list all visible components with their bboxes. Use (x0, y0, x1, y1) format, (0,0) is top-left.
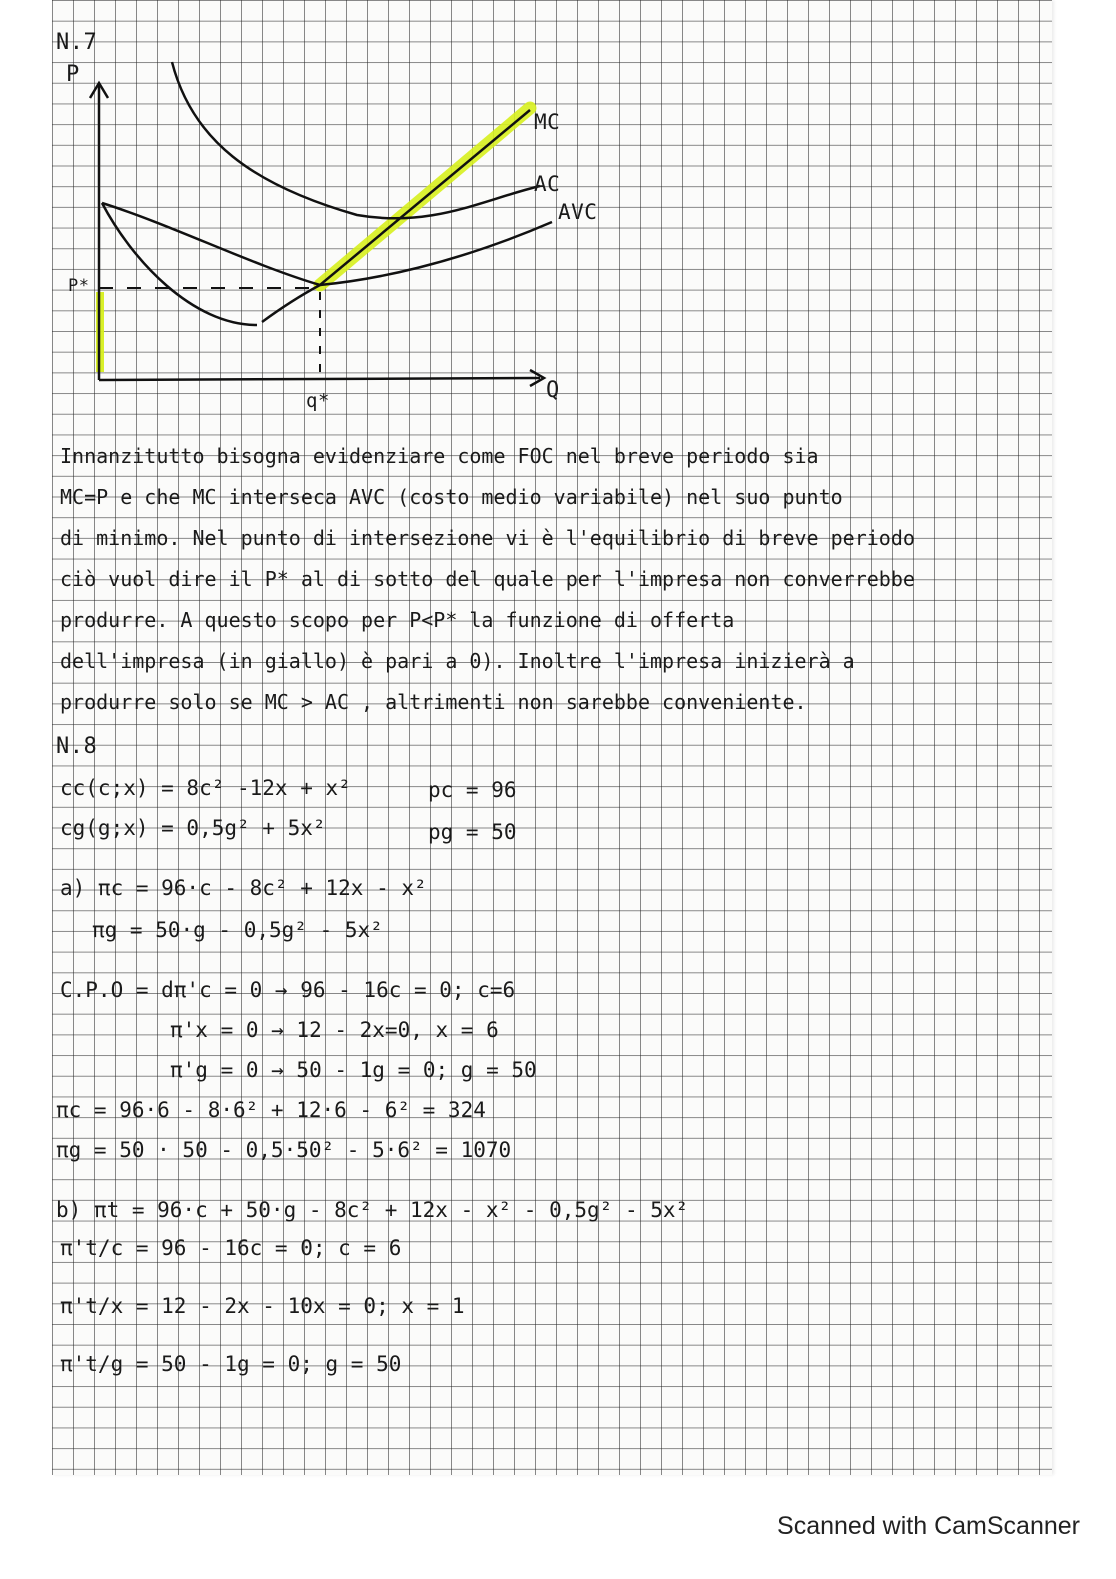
profit-c-value: πc = 96·6 - 8·6² + 12·6 - 6² = 324 (56, 1098, 486, 1122)
profit-g-value: πg = 50 · 50 - 0,5·50² - 5·6² = 1070 (56, 1138, 512, 1162)
cost-function-c: cc(c;x) = 8c² -12x + x² (60, 776, 351, 800)
explanation-line: di minimo. Nel punto di intersezione vi è l'equilibrio di breve periodo (60, 526, 915, 550)
price-marker: P* (68, 276, 90, 296)
price-g: pg = 50 (428, 820, 517, 844)
explanation-line: produrre solo se MC > AC , altrimenti non sarebbe conveniente. (60, 690, 807, 714)
scanner-watermark: Scanned with CamScanner (777, 1512, 1080, 1540)
avc-label: AVC (558, 200, 598, 224)
avc-curve-left (102, 203, 257, 325)
foc-total-c: π't/c = 96 - 16c = 0; c = 6 (60, 1236, 402, 1260)
price-c: pc = 96 (428, 778, 517, 802)
profit-c: a) πc = 96·c - 8c² + 12x - x² (60, 876, 427, 900)
quantity-marker: q* (306, 390, 330, 412)
foc-total-x: π't/x = 12 - 2x - 10x = 0; x = 1 (60, 1294, 465, 1318)
problem8-heading: N.8 (56, 734, 98, 759)
mc-label: MC (534, 110, 561, 134)
problem7-heading: N.7 (56, 30, 98, 55)
foc-total-g: π't/g = 50 - 1g = 0; g = 50 (60, 1352, 402, 1376)
y-axis-label: P (66, 62, 80, 87)
problem7-explanation (60, 436, 1040, 723)
foc-c: C.P.O = dπ'c = 0 → 96 - 16c = 0; c=6 (60, 978, 516, 1002)
foc-x: π'x = 0 → 12 - 2x=0, x = 6 (170, 1018, 499, 1042)
avc-descending-branch (102, 203, 320, 285)
profit-g: πg = 50·g - 0,5g² - 5x² (92, 918, 383, 942)
notebook-page (52, 0, 1052, 1475)
cost-function-g: cg(g;x) = 0,5g² + 5x² (60, 816, 326, 840)
ac-label: AC (534, 172, 561, 196)
explanation-line: MC=P e che MC interseca AVC (costo medio variabile) nel suo punto (60, 485, 843, 509)
explanation-line: Innanzitutto bisogna evidenziare come FOC nel breve periodo sia (60, 444, 819, 468)
cost-curves-graph (52, 0, 1052, 420)
explanation-line: dell'impresa (in giallo) è pari a 0). Inoltre l'impresa inizierà a (60, 649, 855, 673)
explanation-line: produrre. A questo scopo per P<P* la funzione di offerta (60, 608, 735, 632)
x-axis (99, 378, 540, 380)
foc-g: π'g = 0 → 50 - 1g = 0; g = 50 (170, 1058, 537, 1082)
x-axis-label: Q (546, 378, 560, 403)
explanation-line: ciò vuol dire il P* al di sotto del quale per l'impresa non converrebbe (60, 567, 915, 591)
total-profit: b) πt = 96·c + 50·g - 8c² + 12x - x² - 0,5g² - 5x² (56, 1198, 689, 1222)
